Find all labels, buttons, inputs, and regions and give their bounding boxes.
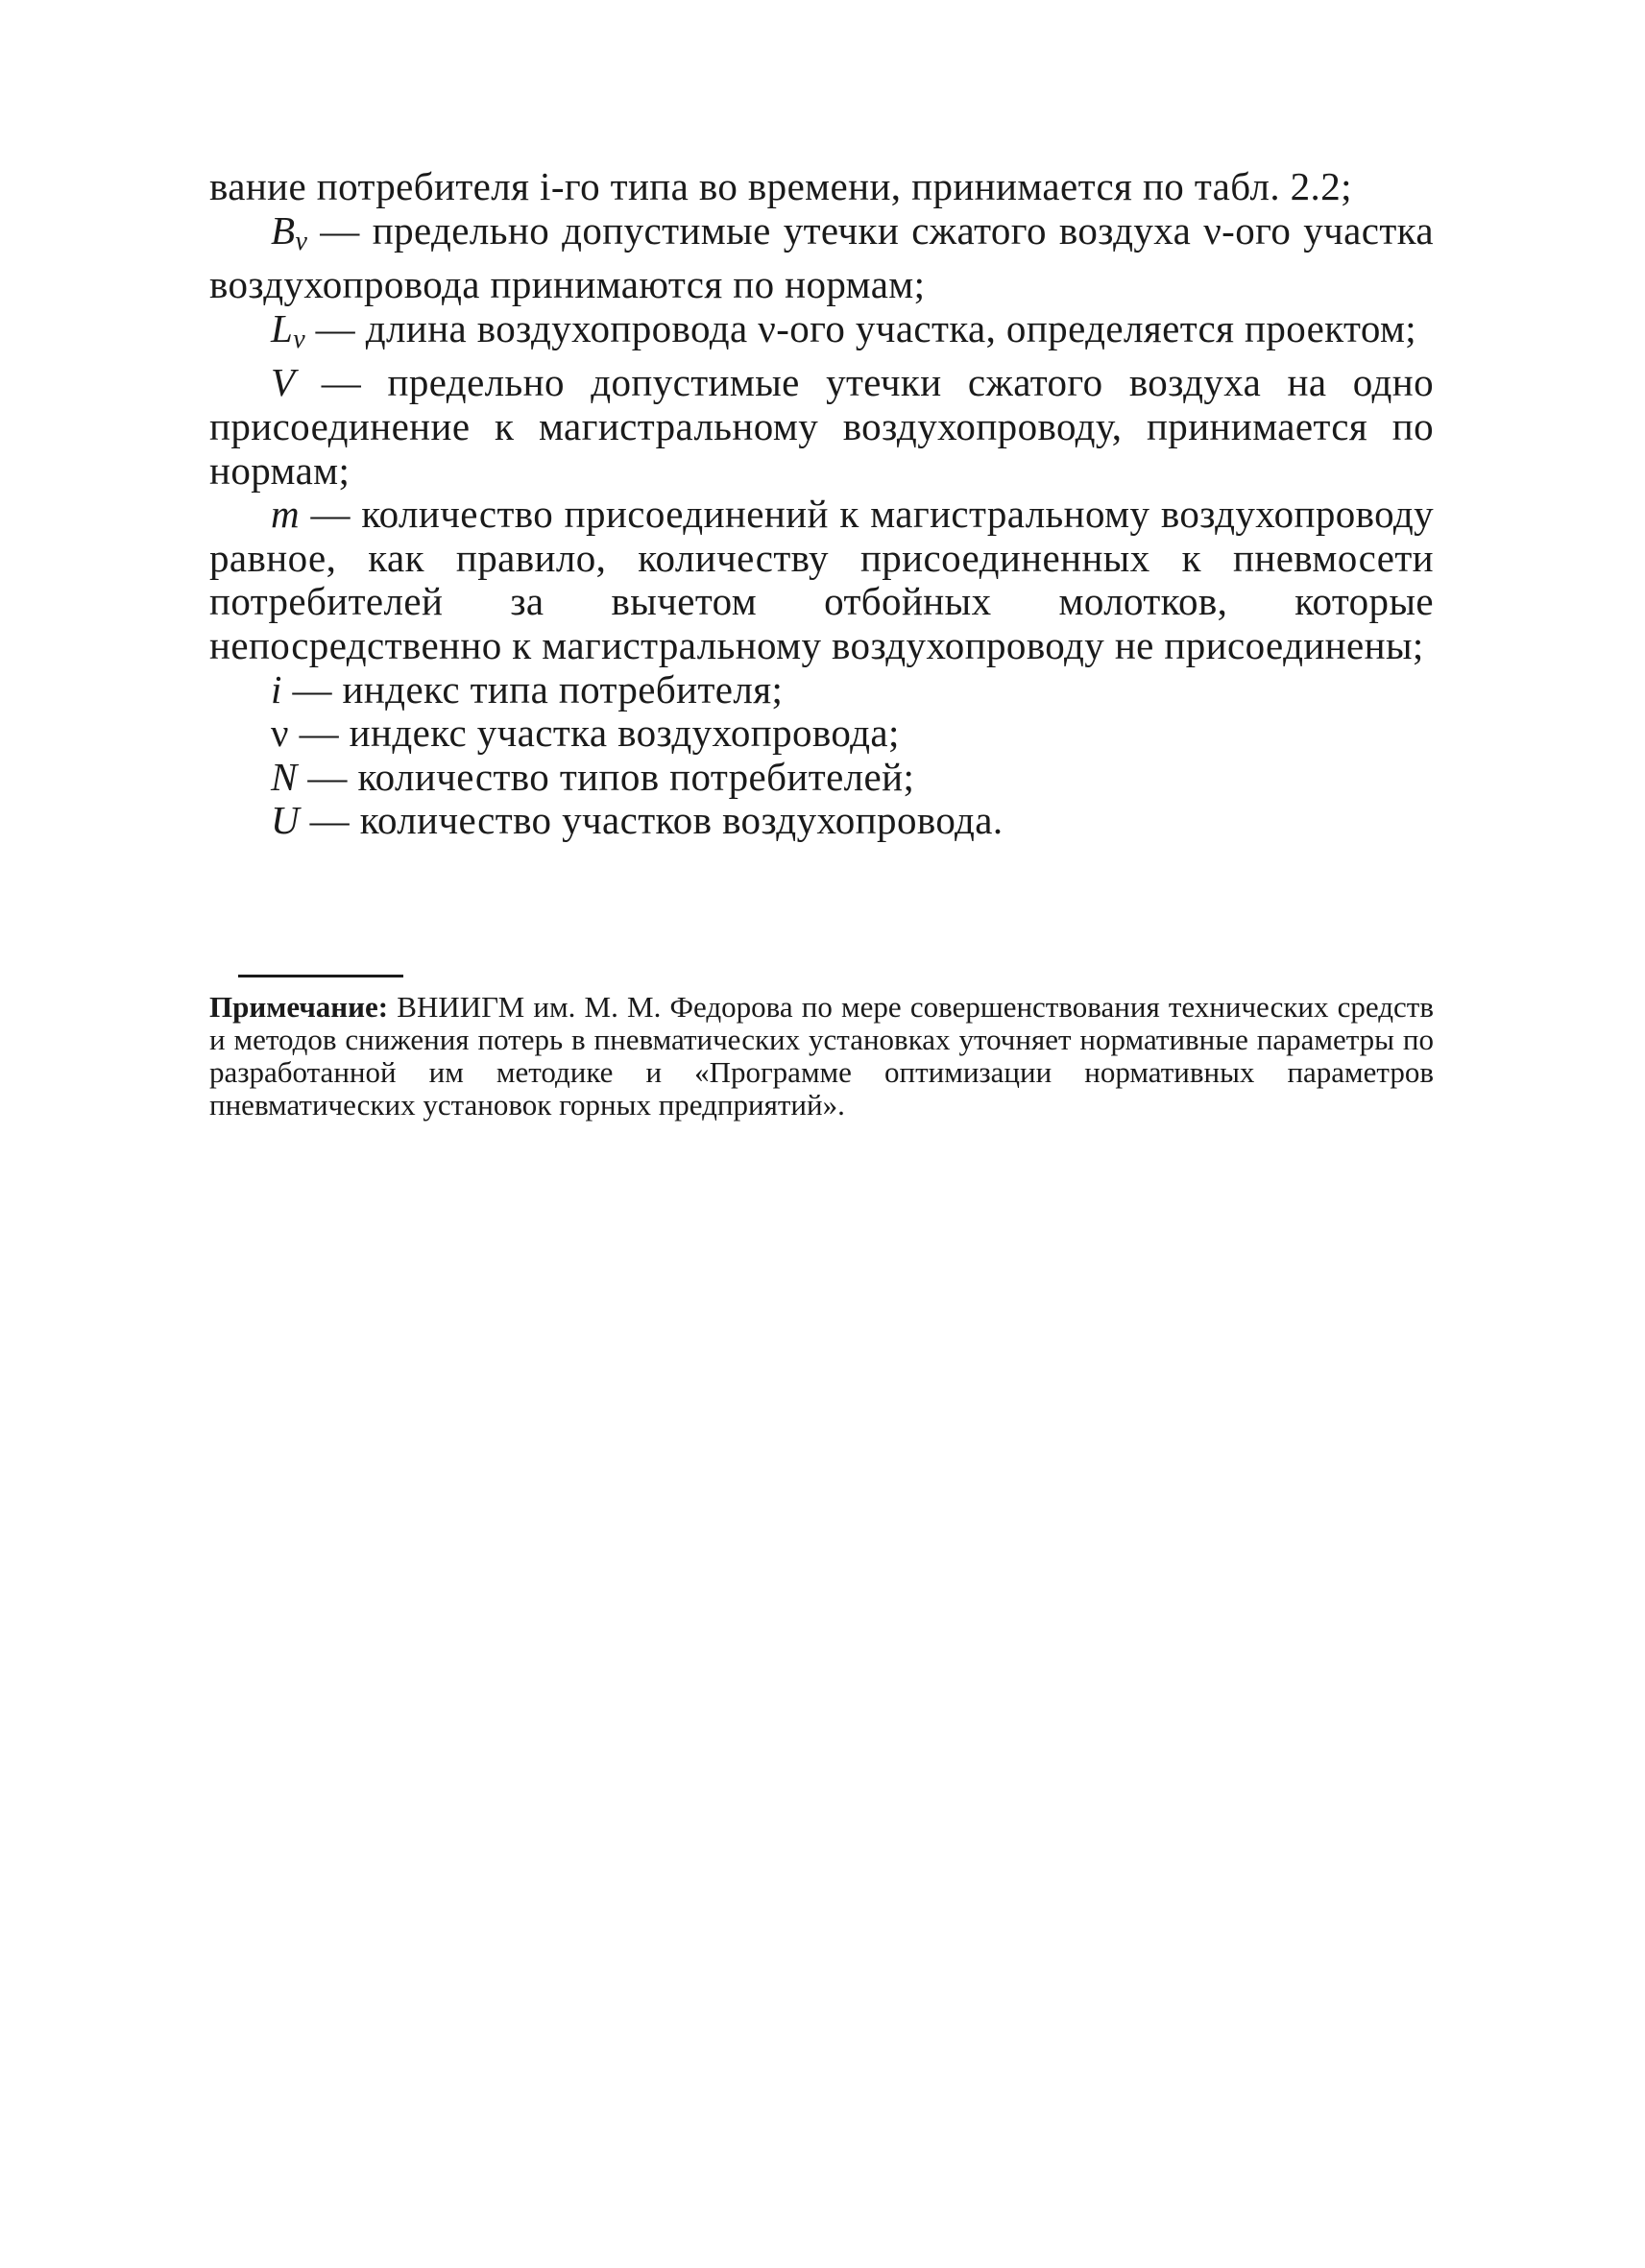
symbol: ν — [271, 711, 289, 756]
body-text — [209, 165, 1434, 843]
definition-u — [209, 799, 1434, 843]
symbol: U — [271, 798, 301, 843]
definition-b-v — [209, 209, 1434, 307]
definition-text: — индекс типа потребителя; — [281, 666, 784, 712]
definition-v — [209, 361, 1434, 493]
definition-text: — длина воздухопровода ν-ого участка, определяется проектом; — [305, 305, 1417, 350]
symbol: V — [271, 360, 296, 405]
definition-m — [209, 493, 1434, 667]
symbol: $B_\nu$ — [271, 207, 308, 256]
footnote-note — [209, 991, 1434, 1122]
definition-l-v — [209, 307, 1434, 362]
symbol: m — [271, 492, 301, 537]
symbol: N — [271, 754, 298, 799]
definition-text: — количество присоединений к магистральному воздухопроводу равное, как правило, количеству присоединенных к пневмосети потребителей за вычетом отбойных молотков, которые непосредственно к магистральному воздухопроводу не присоединены; — [209, 492, 1434, 667]
paragraph-text: вание потребителя i-го типа во времени, принимается по табл. 2.2; — [209, 164, 1352, 208]
definition-nu — [209, 712, 1434, 756]
definition-text: — предельно допустимые утечки сжатого воздуха ν-ого участка воздухопровода принимаются по нормам; — [209, 207, 1434, 307]
definition-text: — индекс участка воздухопровода; — [288, 711, 900, 756]
definition-text: — количество типов потребителей; — [297, 754, 915, 799]
symbol-subscript: ν — [293, 324, 306, 354]
symbol-subscript: ν — [295, 226, 308, 256]
footnote-divider — [238, 975, 403, 977]
symbol: $L_\nu$ — [271, 305, 306, 354]
note-text: ВНИИГМ им. М. М. Федорова по мере совершенствования технических средств и методов снижения потерь в пневматических установках уточняет нормативные параметры по разработанной им методике и «Программе оптимизации нормативных параметров пневматических установок горных предприятий». — [209, 990, 1434, 1122]
definition-text: — количество участков воздухопровода. — [300, 798, 1004, 843]
definition-text: — предельно допустимые утечки сжатого воздуха на одно присоединение к магистральному воздухопроводу, принимается по нормам; — [209, 360, 1434, 493]
note-label: Примечание: — [209, 990, 389, 1024]
definition-n — [209, 756, 1434, 800]
definition-i — [209, 668, 1434, 712]
paragraph-continuation — [209, 165, 1434, 209]
symbol: i — [271, 666, 282, 712]
